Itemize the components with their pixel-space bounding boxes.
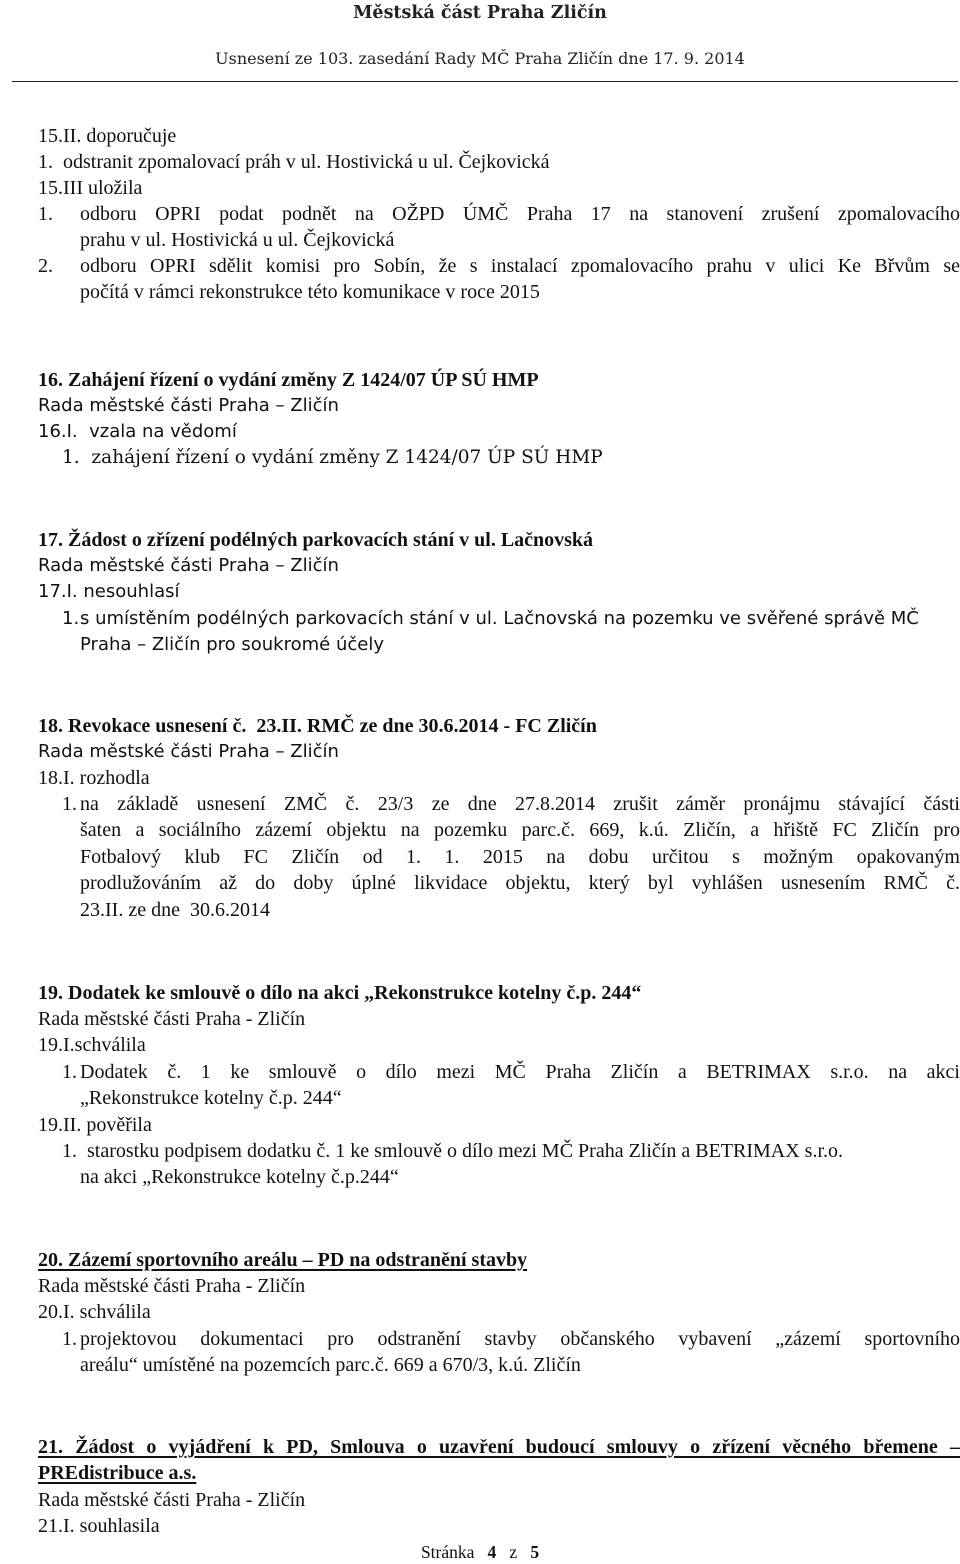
resolution-point: 19.I.schválila [38,1034,146,1056]
resolution-point: 15.II. doporučuje [38,125,177,147]
list-item-continuation: na akci „Rekonstrukce kotelny č.p.244“ [80,1166,399,1188]
page-footer [0,1541,960,1563]
council-name: Rada městské části Praha - Zličín [38,1489,306,1511]
page-number: 4 [487,1542,497,1562]
list-item: 1. zahájení řízení o vydání změny Z 1424/07 ÚP SÚ HMP [62,447,603,468]
resolution-point: 18.I. rozhodla [38,767,150,789]
section-heading: 17. Žádost o zřízení podélných parkovacích stání v ul. Lačnovská [38,529,594,551]
council-name: Rada městské části Praha - Zličín [38,1275,306,1297]
list-item-number: 1. [62,1061,77,1083]
list-item-number: 1. [62,608,80,629]
list-item-continuation: Fotbalový klub FC Zličín od 1. 1. 2015 na dobu určitou s možným opakovaným [80,846,960,868]
resolution-point: 17.I. nesouhlasí [38,581,180,602]
section-heading: 21. Žádost o vyjádření k PD, Smlouva o uzavření budoucí smlouvy o zřízení věcného břemene – [38,1436,960,1458]
list-item: s umístěním podélných parkovacích stání v ul. Lačnovská na pozemku ve svěřené správě MČ [80,608,919,629]
list-item-continuation: prahu v ul. Hostivická u ul. Čejkovická [80,229,395,251]
section-heading: 18. Revokace usnesení č. 23.II. RMČ ze dne 30.6.2014 - FC Zličín [38,715,597,737]
page-total: 5 [530,1542,540,1562]
list-item: na základě usnesení ZMČ č. 23/3 ze dne 27.8.2014 zrušit záměr pronájmu stávající části [80,793,960,815]
page-header-subtitle: Usnesení ze 103. zasedání Rady MČ Praha Zličín dne 17. 9. 2014 [215,49,745,68]
list-item: Dodatek č. 1 ke smlouvě o dílo mezi MČ Praha Zličín a BETRIMAX s.r.o. na akci [80,1061,960,1083]
section-heading: 16. Zahájení řízení o vydání změny Z 1424/07 ÚP SÚ HMP [38,369,539,391]
section-heading: 19. Dodatek ke smlouvě o dílo na akci „Rekonstrukce kotelny č.p. 244“ [38,982,642,1004]
list-item-number: 1. [38,203,53,225]
council-name: Rada městské části Praha – Zličín [38,395,339,416]
list-item: odboru OPRI podat podnět na OŽPD ÚMČ Praha 17 na stanovení zrušení zpomalovacího [80,203,960,225]
list-item-continuation: areálu“ umístěné na pozemcích parc.č. 669 a 670/3, k.ú. Zličín [80,1354,581,1376]
list-item-continuation: šaten a sociálního zázemí objektu na pozemku parc.č. 669, k.ú. Zličín, a hřiště FC Zličín pro [80,819,960,841]
resolution-point: 21.I. souhlasila [38,1515,160,1537]
section-heading-continuation: PREdistribuce a.s. [38,1462,197,1484]
list-item: 1. starostku podpisem dodatku č. 1 ke smlouvě o dílo mezi MČ Praha Zličín a BETRIMAX s.r.o. [62,1140,844,1162]
list-item-number: 1. [62,1328,77,1350]
list-item: odboru OPRI sdělit komisi pro Sobín, že s instalací zpomalovacího prahu v ulici Ke Břvům se [80,255,960,277]
list-item-continuation: 23.II. ze dne 30.6.2014 [80,899,270,921]
resolution-point: 15.III uložila [38,177,143,199]
resolution-point: 16.I. vzala na vědomí [38,421,237,442]
council-name: Rada městské části Praha – Zličín [38,741,339,762]
list-item-continuation: prodlužováním až do doby úplné likvidace objektu, který byl vyhlášen usnesením RMČ č. [80,872,960,894]
list-item-continuation: Praha – Zličín pro soukromé účely [80,634,384,655]
council-name: Rada městské části Praha – Zličín [38,555,339,576]
resolution-point: 19.II. pověřila [38,1114,152,1136]
list-item-continuation: „Rekonstrukce kotelny č.p. 244“ [80,1087,342,1109]
section-heading: 20. Zázemí sportovního areálu – PD na odstranění stavby [38,1249,528,1271]
of-word: z [509,1542,518,1562]
page-word: Stránka [420,1542,475,1562]
council-name: Rada městské části Praha - Zličín [38,1008,306,1030]
list-item: projektovou dokumentaci pro odstranění stavby občanského vybavení „zázemí sportovního [80,1328,960,1350]
list-item-number: 1. [62,793,77,815]
resolution-point: 20.I. schválila [38,1301,151,1323]
list-item-number: 2. [38,255,53,277]
page-header-title: Městská část Praha Zličín [353,3,607,23]
header-divider [12,81,958,82]
list-item-continuation: počítá v rámci rekonstrukce této komunikace v roce 2015 [80,281,540,303]
list-item: 1. odstranit zpomalovací práh v ul. Hostivická u ul. Čejkovická [38,151,550,173]
